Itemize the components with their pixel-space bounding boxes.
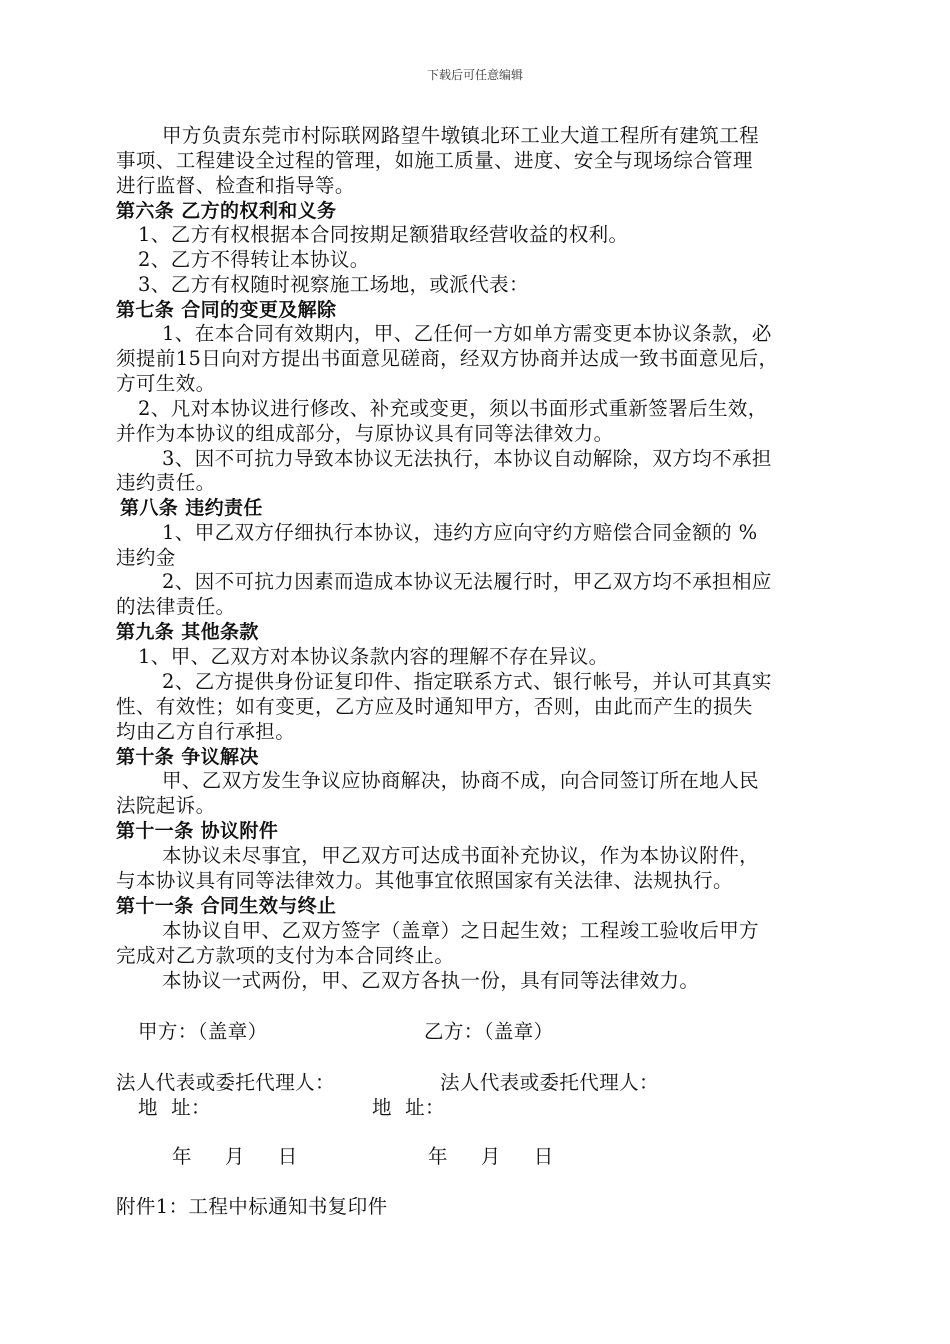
party-a-address: 地 址：	[138, 1096, 211, 1119]
clause-line: 1、在本合同有效期内，甲、乙任何一方如单方需变更本协议条款，必	[162, 322, 772, 345]
clause-line: 1、乙方有权根据本合同按期足额猎取经营收益的权利。	[138, 223, 629, 246]
paragraph-line: 甲方负责东莞市村际联网路望牛墩镇北环工业大道工程所有建筑工程	[162, 124, 760, 147]
clause-line: 违约责任。	[116, 471, 216, 494]
clause-line: 本协议未尽事宜，甲乙双方可达成书面补充协议，作为本协议附件，	[162, 844, 760, 867]
clause-line: 的法律责任。	[116, 595, 236, 618]
clause-line: 并作为本协议的组成部分，与原协议具有同等法律效力。	[116, 422, 614, 445]
clause-line: 2、因不可抗力因素而造成本协议无法履行时，甲乙双方均不承担相应	[162, 570, 772, 593]
clause-line: 完成对乙方款项的支付为本合同终止。	[116, 944, 455, 967]
clause-line: 2、乙方提供身份证复印件、指定联系方式、银行帐号，并认可其真实	[162, 670, 772, 693]
clause-line: 本协议一式两份，甲、乙双方各执一份，具有同等法律效力。	[162, 969, 700, 992]
clause-line: 法院起诉。	[116, 794, 216, 817]
party-b-date: 年 月 日	[428, 1145, 554, 1168]
section-heading-8: 第八条 违约责任	[120, 497, 263, 519]
attachment-note: 附件1：工程中标通知书复印件	[116, 1195, 388, 1218]
party-a-date: 年 月 日	[172, 1145, 298, 1168]
clause-line: 均由乙方自行承担。	[116, 720, 296, 743]
clause-line: 本协议自甲、乙双方签字（盖章）之日起生效；工程竣工验收后甲方	[162, 919, 760, 942]
party-b-address: 地 址：	[372, 1096, 445, 1119]
clause-line: 3、因不可抗力导致本协议无法执行，本协议自动解除，双方均不承担	[162, 447, 772, 470]
party-b-representative: 法人代表或委托代理人：	[440, 1071, 659, 1094]
clause-line: 2、乙方不得转让本协议。	[138, 248, 370, 271]
clause-line: 甲、乙双方发生争议应协商解决，协商不成，向合同签订所在地人民	[162, 769, 760, 792]
paragraph-line: 事项、工程建设全过程的管理，如施工质量、进度、安全与现场综合管理	[116, 149, 753, 172]
section-heading-7: 第七条 合同的变更及解除	[116, 299, 337, 321]
paragraph-line: 进行监督、检查和指导等。	[116, 174, 355, 197]
party-b-seal: 乙方：（盖章）	[424, 1020, 554, 1043]
section-heading-9: 第九条 其他条款	[116, 621, 259, 643]
section-heading-10: 第十条 争议解决	[116, 746, 259, 768]
section-heading-6: 第六条 乙方的权利和义务	[116, 200, 337, 222]
section-heading-11: 第十一条 协议附件	[116, 820, 279, 842]
party-a-representative: 法人代表或委托代理人：	[116, 1071, 335, 1094]
clause-line: 1、甲乙双方仔细执行本协议，违约方应向守约方赔偿合同金额的 %	[162, 521, 758, 544]
clause-line: 性、有效性；如有变更，乙方应及时通知甲方，否则，由此而产生的损失	[116, 695, 753, 718]
clause-line: 违约金	[116, 546, 176, 569]
clause-line: 1、甲、乙双方对本协议条款内容的理解不存在异议。	[138, 645, 609, 668]
clause-line: 须提前15日向对方提出书面意见磋商，经双方协商并达成一致书面意见后，	[116, 347, 779, 370]
clause-line: 方可生效。	[116, 372, 216, 395]
party-a-seal: 甲方：（盖章）	[138, 1020, 268, 1043]
section-heading-11b: 第十一条 合同生效与终止	[116, 895, 337, 917]
clause-line: 与本协议具有同等法律效力。其他事宜依照国家有关法律、法规执行。	[116, 869, 733, 892]
clause-line: 3、乙方有权随时视察施工场地，或派代表：	[138, 273, 529, 296]
clause-line: 2、凡对本协议进行修改、补充或变更，须以书面形式重新签署后生效，	[138, 397, 768, 420]
page-header-note: 下载后可任意编辑	[426, 68, 523, 82]
